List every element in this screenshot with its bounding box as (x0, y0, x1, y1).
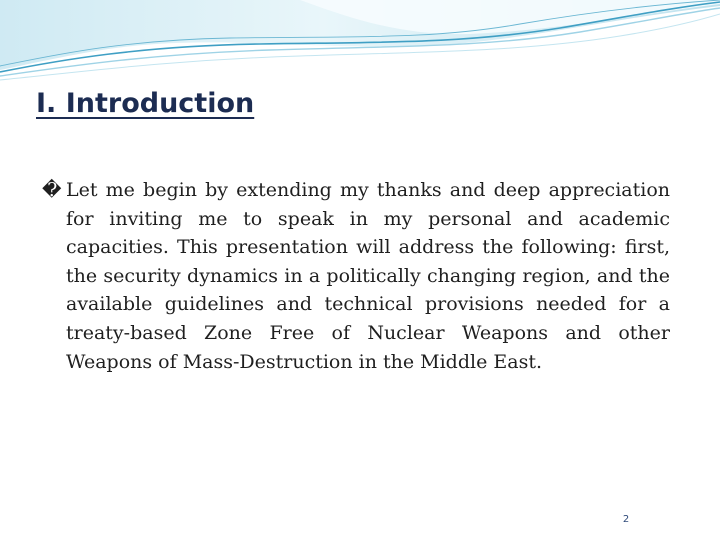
header-wave-decoration (0, 0, 720, 90)
slide-number: 2 (622, 514, 630, 525)
slide-title: I. Introduction (36, 88, 255, 119)
bullet-item (42, 176, 670, 376)
bullet-text: Let me begin by extending my thanks and deep appreciation for inviting me to speak in my personal and academic capacities. This presentation will address the following: first, the security dynamics in a politically changing region, and the available guidelines and technical provisions needed for a treaty-based Zone Free of Nuclear Weapons and other Weapons of Mass-Destruction in the Middle East. (66, 179, 670, 373)
bullet-marker: � (42, 179, 62, 201)
